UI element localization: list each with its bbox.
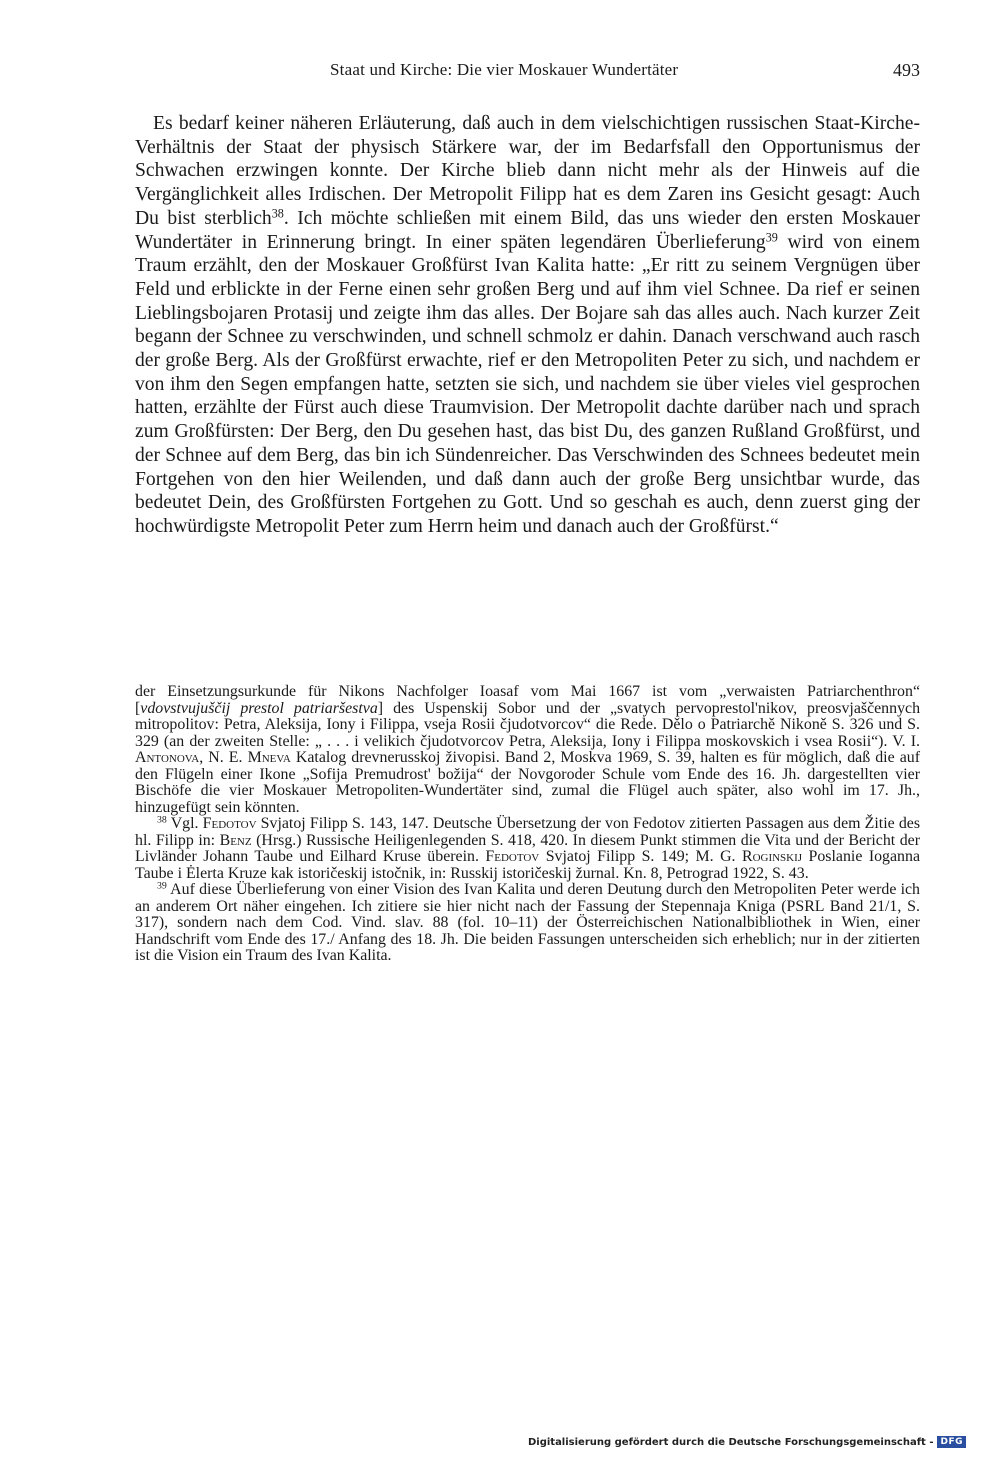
- body-paragraph: [135, 112, 920, 539]
- footnote-text: der Einsetzungsurkunde für Nikons Nachfolger Ioasaf vom Mai 1667 ist vom „verwaisten Patriarchenthron“ [: [135, 683, 920, 717]
- footnote-text: ] des Uspenskij Sobor und der „svatych pervoprestol'nikov, preosvjaščennych mitropolitov: Petra, Aleksija, Iony i Filippa, vseja Rosii čjudotvorcov“ die Rede. Dělo o Patriarchě Nikoně S. 326 und S. 329 (an der zweiten Stelle: „ . . . i velikich čjudotvorcov Petra, Aleksija, Iony i Filippa moskovskich i vsea Rosii“). V. I.: [135, 699, 921, 750]
- footnote-text: (Hrsg.) Russische Heiligenlegenden S. 418, 420. In diesem Punkt stimmen die Vita und der Bericht der Livländer Johann Taube und Eilhard Kruse überein.: [135, 831, 920, 865]
- footnote-text: Vgl.: [166, 815, 203, 832]
- footnotes: [135, 684, 920, 965]
- footnote-ref-39: 39: [765, 229, 778, 244]
- author-name: Antonova: [135, 749, 200, 766]
- credit-text: Digitalisierung gefördert durch die Deutsche Forschungsgemeinschaft -: [527, 1436, 934, 1448]
- footnote-text: Poslanie Ioganna Taube i Ėlerta Kruze kak istoričeskij istočnik, in: Russkij istoričeskij žurnal. Kn. 8, Petrograd 1922, S. 43.: [135, 848, 920, 882]
- body-text-part: Es bedarf keiner näheren Erläuterung, daß auch in dem vielschichtigen russischen Staat-Kirche-Verhältnis der Staat der physisch Stärkere war, der im Bedarfsfall den Opportunismus der Schwachen erzwingen konnte. Der Kirche blieb dann nicht mehr als der Hinweis auf die Vergänglichkeit alles Irdischen. Der Metropolit Filipp hat es dem Zaren ins Gesicht gesagt: Auch Du bist sterblich: [135, 113, 920, 229]
- author-name: Mneva: [247, 749, 291, 766]
- footnote-text: Svjatoj Filipp S. 143, 147. Deutsche Übersetzung der von Fedotov zitierten Passagen aus dem Žitie des hl. Filipp in:: [135, 815, 921, 849]
- footnote-text: Svjatoj Filipp S. 149; M. G.: [539, 848, 742, 865]
- footnote-38: [135, 816, 920, 882]
- footnote-39: [135, 882, 920, 965]
- running-title: Staat und Kirche: Die vier Moskauer Wundertäter: [330, 60, 679, 79]
- body-text-part: . Ich möchte schließen mit einem Bild, das uns wieder den ersten Moskauer Wundertäter in Erinnerung bringt. In einer späten legendären Überlieferung: [135, 207, 920, 253]
- author-name: Benz: [219, 831, 252, 849]
- dfg-logo: DFG: [937, 1436, 966, 1448]
- footnote-ref-38: 38: [271, 206, 284, 221]
- digitization-credit: [528, 1436, 966, 1448]
- footnote-text: Katalog drevnerusskoj živopisi. Band 2, Moskva 1969, S. 39, halten es für möglich, daß die auf den Flügeln einer Ikone „Sofija Premudrost' božija“ der Novgoroder Schule vom Ende des 16. Jh. dargestellten vier Bischöfe die vier Moskauer Metropoliten-Wundertäter sind, zumal die Flügel auch später, also wohl im 17. Jh., hinzugefügt sein könnten.: [135, 749, 920, 816]
- footnote-number: 39: [157, 880, 167, 892]
- author-name: Roginskij: [741, 848, 803, 865]
- footnote-continuation: [135, 684, 920, 816]
- page-number: 493: [893, 60, 920, 80]
- author-name: Fedotov: [202, 815, 257, 832]
- main-text: [135, 112, 920, 539]
- body-text-part: wird von einem Traum erzählt, den der Moskauer Großfürst Ivan Kalita hatte: „Er ritt zu seinem Vergnügen über Feld und erblickte in der Ferne einen sehr großen Berg und auf ihm viel Schnee. Da rief er seinen Lieblingsbojaren Protasij und zeigte ihm das alles. Der Bojare sah das alles auch. Nach kurzer Zeit begann der Schnee zu verschwinden, und schnell schmolz er dahin. Danach verschwand auch rasch der große Berg. Als der Großfürst erwachte, rief er den Metropoliten Peter zu sich, und nachdem er von ihm den Segen empfangen hatte, setzten sie sich, und nachdem sie über vieles viel gesprochen hatten, erzählte der Fürst auch diese Traumvision. Der Metropolit dachte darüber nach und sprach zum Großfürsten: Der Berg, den Du gesehen hast, das bist Du, des ganzen Rußland Großfürst, und der Schnee auf dem Berg, das bin ich Sündenreicher. Das Verschwinden des Schnees bedeutet mein Fortgehen von den hier Weilenden, und daß dann auch der große Berg unsichtbar wurde, das bedeutet Dein, des Großfürsten Fortgehen zu Gott. Und so geschah es auch, denn zuerst ging der hochwürdigste Metropolit Peter zum Herrn heim und danach auch der Großfürst.“: [135, 231, 920, 537]
- author-name: Fedotov: [485, 848, 540, 865]
- footnote-text: , N. E.: [199, 749, 248, 766]
- running-header: [135, 60, 920, 88]
- footnote-number: 38: [157, 814, 167, 826]
- footnote-italic: vdovstvujuščij prestol patriaršestva: [140, 699, 378, 717]
- footnote-text: Auf diese Überlieferung von einer Vision des Ivan Kalita und deren Deutung durch den Metropoliten Peter werde ich an anderem Ort näher eingehen. Ich zitiere sie hier nicht nach der Fassung der Stepennaja Kniga (PSRL Band 21/1, S. 317), sondern nach dem Cod. Vind. slav. 88 (fol. 10–11) der Österreichischen Nationalbibliothek in Wien, einer Handschrift vom Ende des 17./ Anfang des 18. Jh. Die beiden Fassungen unterscheiden sich erheblich; nur in der zitierten ist die Vision ein Traum des Ivan Kalita.: [135, 881, 920, 964]
